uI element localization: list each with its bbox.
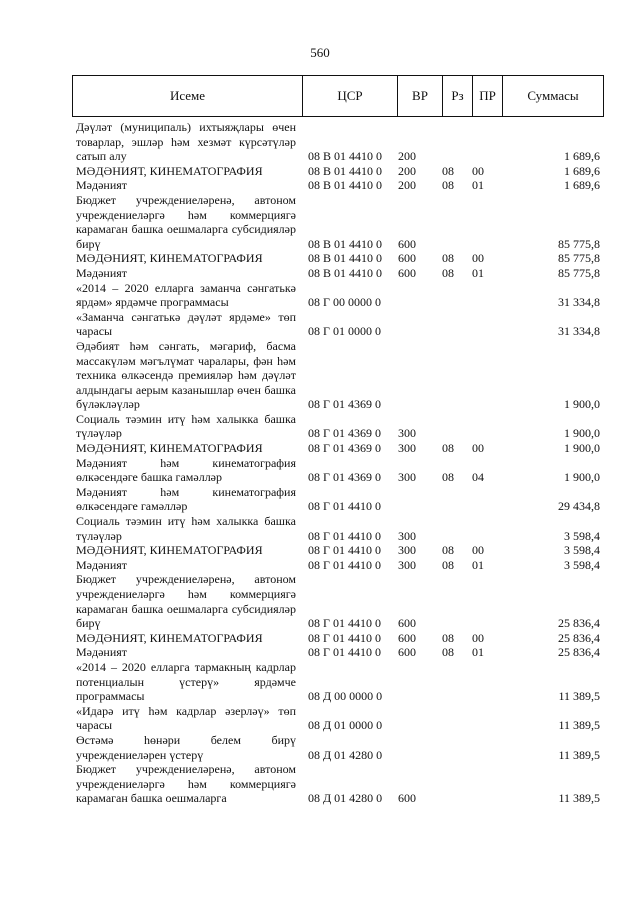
- row-csr: 08 Д 01 4280 0: [308, 747, 383, 762]
- table-row: [76, 704, 600, 733]
- row-name: МӘДӘНИЯТ, КИНЕМАТОГРАФИЯ: [76, 543, 263, 558]
- row-vr: 200: [398, 163, 416, 178]
- table-row: [76, 543, 600, 558]
- row-rz: 08: [442, 265, 454, 280]
- row-csr: 08 В 01 4410 0: [308, 149, 383, 164]
- row-csr: 08 Г 00 0000 0: [308, 295, 381, 310]
- row-sum: 11 389,5: [558, 747, 600, 762]
- table-row: [76, 412, 600, 441]
- row-csr: 08 Г 01 4410 0: [308, 630, 381, 645]
- row-vr: 300: [398, 557, 416, 572]
- row-sum: 1 900,0: [564, 470, 600, 485]
- row-rz: 08: [442, 645, 454, 660]
- row-sum: 29 434,8: [558, 499, 600, 514]
- header-rz: Рз: [443, 76, 473, 116]
- row-name: Дәүләт (муниципаль) ихтыяҗлары өчен товарлар, эшләр һәм хезмәт күрсәтүләр сатып алу: [76, 120, 296, 164]
- table-row: [76, 733, 600, 762]
- table-row: [76, 266, 600, 281]
- row-sum: 1 689,6: [564, 149, 600, 164]
- row-name: «2014 – 2020 елларга тармакның кадрлар потенциалын үстерү» ярдәмче программасы: [76, 659, 296, 704]
- row-csr: 08 Г 01 4410 0: [308, 499, 381, 514]
- row-csr: 08 Г 01 4369 0: [308, 426, 381, 441]
- table-row: [76, 251, 600, 266]
- row-csr: 08 Г 01 0000 0: [308, 324, 381, 339]
- row-csr: 08 Г 01 4369 0: [308, 470, 381, 485]
- row-pr: 04: [472, 470, 484, 485]
- table-row: [76, 645, 600, 660]
- row-rz: 08: [442, 251, 454, 266]
- table-body: [76, 120, 600, 806]
- row-vr: 600: [398, 616, 416, 631]
- table-row: [76, 762, 600, 806]
- row-sum: 25 836,4: [558, 630, 600, 645]
- row-csr: 08 В 01 4410 0: [308, 236, 383, 251]
- row-name: Мәдәният: [76, 557, 128, 572]
- header-csr: ЦСР: [303, 76, 398, 116]
- page-number: 560: [310, 45, 330, 60]
- row-pr: 00: [472, 543, 484, 558]
- table-row: [76, 456, 600, 485]
- row-csr: 08 Г 01 4410 0: [308, 543, 381, 558]
- row-csr: 08 В 01 4410 0: [308, 163, 383, 178]
- row-sum: 1 689,6: [564, 163, 600, 178]
- table-row: [76, 281, 600, 310]
- row-name: МӘДӘНИЯТ, КИНЕМАТОГРАФИЯ: [76, 441, 263, 456]
- row-pr: 01: [472, 645, 484, 660]
- row-sum: 25 836,4: [558, 645, 600, 660]
- row-rz: 08: [442, 543, 454, 558]
- table-row: [76, 631, 600, 646]
- row-vr: 300: [398, 543, 416, 558]
- table-header: [72, 75, 604, 117]
- row-name: Мәдәният: [76, 265, 128, 280]
- row-csr: 08 Д 01 4280 0: [308, 791, 383, 806]
- row-sum: 25 836,4: [558, 616, 600, 631]
- row-sum: 31 334,8: [558, 324, 600, 339]
- table-row: [76, 558, 600, 573]
- row-csr: 08 Д 00 0000 0: [308, 689, 383, 704]
- row-csr: 08 Г 01 4369 0: [308, 441, 381, 456]
- row-vr: 300: [398, 528, 416, 543]
- row-name: Мәдәният һәм кинематография өлкәсендәге гамәлләр: [76, 484, 296, 514]
- table-row: [76, 485, 600, 514]
- row-vr: 300: [398, 441, 416, 456]
- row-pr: 01: [472, 265, 484, 280]
- row-name: Бюджет учреждениеләренә, автоном учреждениеләргә һәм коммерциягә карамаган башка оешмаларга субсидияләр бирү: [76, 572, 296, 631]
- row-pr: 01: [472, 557, 484, 572]
- table-row: [76, 572, 600, 630]
- table-row: [76, 441, 600, 456]
- row-vr: 200: [398, 149, 416, 164]
- row-name: МӘДӘНИЯТ, КИНЕМАТОГРАФИЯ: [76, 630, 263, 645]
- row-csr: 08 Г 01 4410 0: [308, 616, 381, 631]
- row-name: Бюджет учреждениеләренә, автоном учреждениеләргә һәм коммерциягә карамаган башка оешмаларга: [76, 762, 296, 806]
- row-vr: 300: [398, 470, 416, 485]
- row-csr: 08 Д 01 0000 0: [308, 718, 383, 733]
- row-vr: 600: [398, 265, 416, 280]
- row-vr: 300: [398, 426, 416, 441]
- row-rz: 08: [442, 557, 454, 572]
- row-csr: 08 Г 01 4410 0: [308, 528, 381, 543]
- table-row: [76, 310, 600, 339]
- row-name: Мәдәният һәм кинематография өлкәсендәге башка гамәлләр: [76, 455, 296, 485]
- row-name: Социаль тәэмин итү һәм халыкка башка түләүләр: [76, 411, 296, 441]
- row-vr: 600: [398, 645, 416, 660]
- table-row: [76, 120, 600, 164]
- table-row: [76, 164, 600, 179]
- header-name: Исеме: [73, 76, 303, 116]
- table-row: [76, 514, 600, 543]
- row-rz: 08: [442, 441, 454, 456]
- row-csr: 08 Г 01 4369 0: [308, 397, 381, 412]
- row-pr: 01: [472, 178, 484, 193]
- row-sum: 3 598,4: [564, 528, 600, 543]
- row-pr: 00: [472, 441, 484, 456]
- row-pr: 00: [472, 251, 484, 266]
- table-row: [76, 660, 600, 704]
- row-name: «2014 – 2020 елларга заманча сәнгатькә ярдәм» ярдәмче программасы: [76, 280, 296, 310]
- row-csr: 08 Г 01 4410 0: [308, 557, 381, 572]
- row-name: МӘДӘНИЯТ, КИНЕМАТОГРАФИЯ: [76, 251, 263, 266]
- row-vr: 600: [398, 236, 416, 251]
- row-sum: 3 598,4: [564, 543, 600, 558]
- row-sum: 11 389,5: [558, 791, 600, 806]
- table-row: [76, 193, 600, 251]
- row-name: Әдәбият һәм сәнгать, мәгариф, басма массакүләм мәгълүмат чаралары, фән һәм техника өлкәсендә премияләр һәм дәүләт алдындагы аерым казанышлар өчен башка бүләкләүләр: [76, 338, 296, 412]
- row-csr: 08 Г 01 4410 0: [308, 645, 381, 660]
- row-sum: 85 775,8: [558, 251, 600, 266]
- row-sum: 85 775,8: [558, 265, 600, 280]
- row-sum: 1 900,0: [564, 441, 600, 456]
- row-name: МӘДӘНИЯТ, КИНЕМАТОГРАФИЯ: [76, 163, 263, 178]
- row-sum: 11 389,5: [558, 718, 600, 733]
- row-rz: 08: [442, 630, 454, 645]
- row-rz: 08: [442, 470, 454, 485]
- row-vr: 600: [398, 630, 416, 645]
- row-vr: 200: [398, 178, 416, 193]
- row-csr: 08 В 01 4410 0: [308, 265, 383, 280]
- row-sum: 85 775,8: [558, 236, 600, 251]
- table-row: [76, 339, 600, 412]
- row-csr: 08 В 01 4410 0: [308, 178, 383, 193]
- row-sum: 11 389,5: [558, 689, 600, 704]
- row-sum: 1 900,0: [564, 397, 600, 412]
- row-sum: 31 334,8: [558, 295, 600, 310]
- row-sum: 1 689,6: [564, 178, 600, 193]
- header-pr: ПР: [473, 76, 503, 116]
- header-vr: ВР: [398, 76, 443, 116]
- row-rz: 08: [442, 178, 454, 193]
- row-name: «Заманча сәнгатькә дәүләт ярдәме» төп чарасы: [76, 309, 296, 339]
- row-pr: 00: [472, 630, 484, 645]
- header-sum: Суммасы: [527, 88, 579, 103]
- row-sum: 1 900,0: [564, 426, 600, 441]
- table-row: [76, 178, 600, 193]
- row-sum: 3 598,4: [564, 557, 600, 572]
- row-name: Социаль тәэмин итү һәм халыкка башка түләүләр: [76, 514, 296, 543]
- row-csr: 08 В 01 4410 0: [308, 251, 383, 266]
- row-vr: 600: [398, 791, 416, 806]
- row-name: Бюджет учреждениеләренә, автоном учреждениеләргә һәм коммерциягә карамаган башка оешмаларга субсидияләр бирү: [76, 192, 296, 251]
- row-name: «Идарә итү һәм кадрлар әзерләү» төп чарасы: [76, 703, 296, 733]
- row-name: Мәдәният: [76, 645, 128, 660]
- row-name: Өстәмә һөнәри белем бирү учреждениеләрен үстерү: [76, 732, 296, 762]
- row-vr: 600: [398, 251, 416, 266]
- row-pr: 00: [472, 163, 484, 178]
- row-name: Мәдәният: [76, 178, 128, 193]
- row-rz: 08: [442, 163, 454, 178]
